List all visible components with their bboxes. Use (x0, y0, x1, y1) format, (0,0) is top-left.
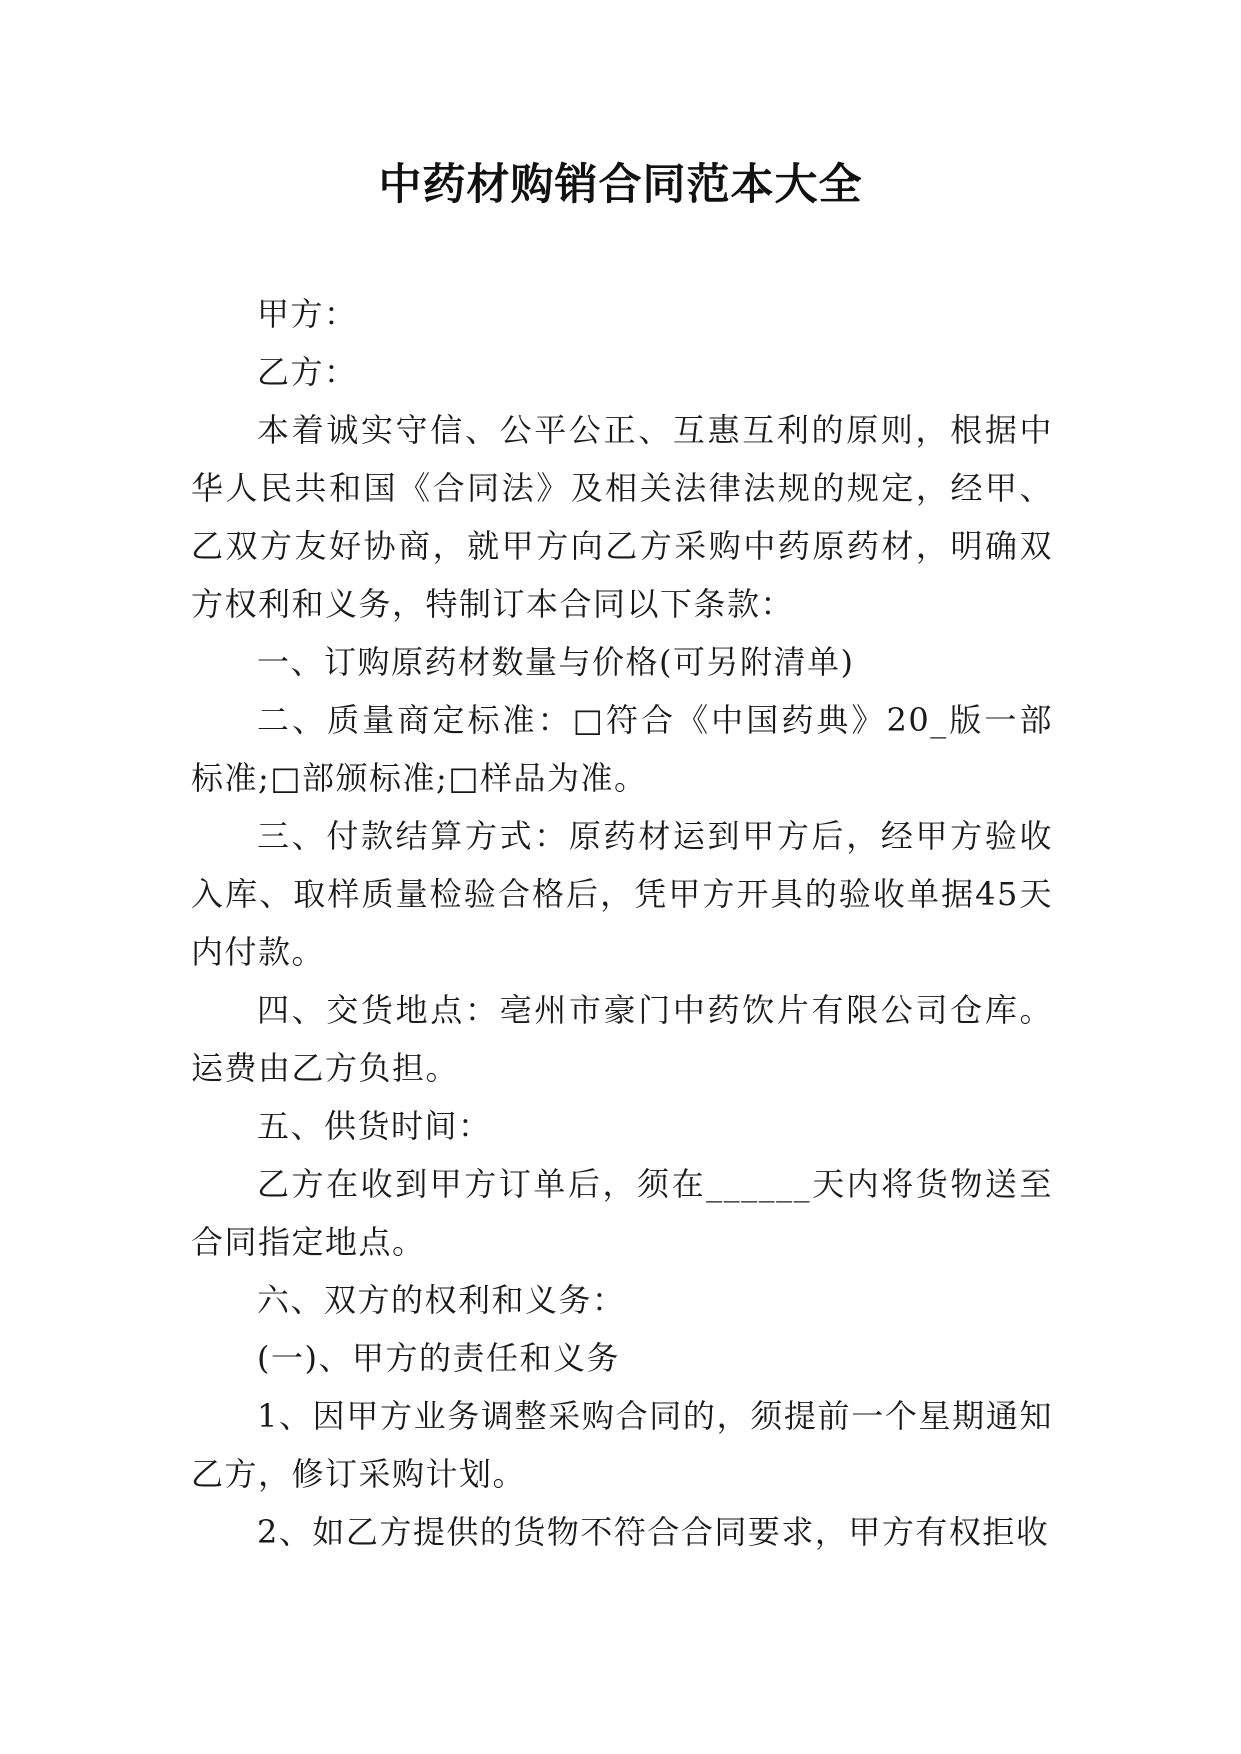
paragraph-clause-6-item-2: 2、如乙方提供的货物不符合合同要求，甲方有权拒收 (257, 1513, 1050, 1551)
paragraph-preamble: 本着诚实守信、公平公正、互惠互利的原则，根据中华人民共和国《合同法》及相关法律法规的规定，经甲、乙双方友好协商，就甲方向乙方采购中药原药材，明确双方权利和义务，特制订本合同以下条款： (191, 411, 1053, 623)
paragraph-clause-5-detail: 乙方在收到甲方订单后，须在______天内将货物送至合同指定地点。 (191, 1165, 1053, 1261)
document-body (191, 285, 1053, 1561)
paragraph-clause-3: 三、付款结算方式：原药材运到甲方后，经甲方验收入库、取样质量检验合格后，凭甲方开具的验收单据45天内付款。 (191, 817, 1053, 971)
paragraph-party-a: 甲方： (257, 295, 358, 333)
paragraph-party-b: 乙方： (257, 353, 358, 391)
paragraph-clause-6: 六、双方的权利和义务： (257, 1281, 626, 1319)
paragraph-clause-1: 一、订购原药材数量与价格(可另附清单) (257, 643, 855, 681)
document-title: 中药材购销合同范本大全 (378, 160, 863, 210)
paragraph-clause-6-sub-1: (一)、甲方的责任和义务 (257, 1339, 620, 1377)
paragraph-clause-5: 五、供货时间： (257, 1107, 492, 1145)
paragraph-clause-2: 二、质量商定标准：□符合《中国药典》20_版一部标准;□部颁标准;□样品为准。 (191, 701, 1053, 797)
paragraph-clause-4: 四、交货地点：亳州市豪门中药饮片有限公司仓库。运费由乙方负担。 (191, 991, 1053, 1087)
paragraph-clause-6-item-1: 1、因甲方业务调整采购合同的，须提前一个星期通知乙方，修订采购计划。 (191, 1397, 1053, 1493)
